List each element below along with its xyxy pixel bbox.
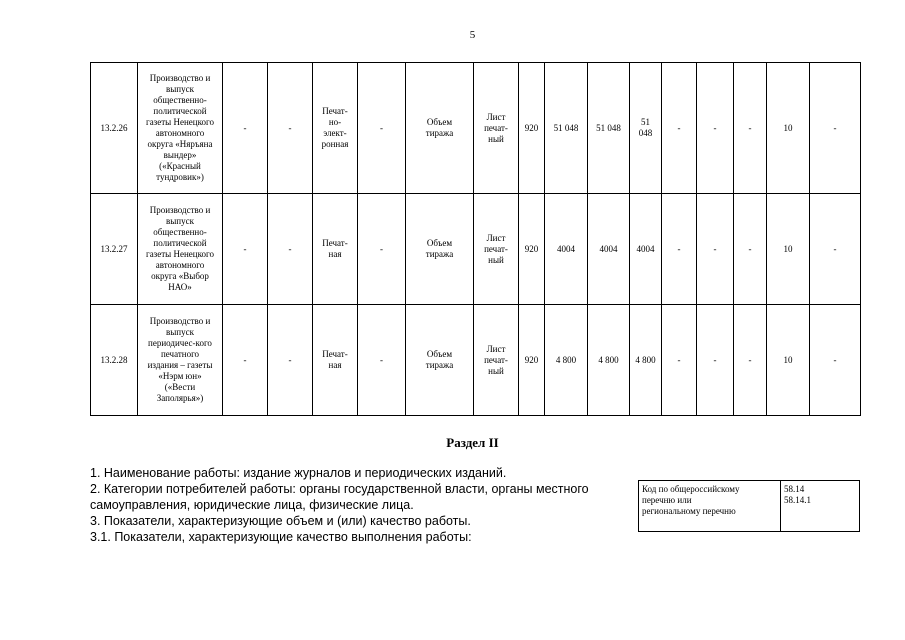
section-info bbox=[90, 465, 630, 545]
value-cell: 4004 bbox=[545, 194, 588, 305]
table-row bbox=[91, 63, 861, 194]
value-cell: 4004 bbox=[630, 194, 662, 305]
value-cell: 4 800 bbox=[588, 305, 630, 416]
unit-cell: Лист печат- ный bbox=[474, 63, 519, 194]
info-line-consumers: 2. Категории потребителей работы: органы государственной власти, органы местного самоуправления, юридические лица, физические лица. bbox=[90, 482, 589, 512]
percent-cell: 10 bbox=[767, 194, 810, 305]
cell-dash: - bbox=[697, 63, 734, 194]
value-cell: 4004 bbox=[588, 194, 630, 305]
registry-code-box bbox=[638, 480, 860, 532]
info-line-quality: 3.1. Показатели, характеризующие качество выполнения работы: bbox=[90, 530, 472, 544]
indicator-cell: Объем тиража bbox=[406, 63, 474, 194]
cell-dash: - bbox=[662, 305, 697, 416]
work-name: Производство и выпуск общественно- политической газеты Ненецкого автономного округа «Няръяна вындер» («Красный тундровик») bbox=[138, 63, 223, 194]
cell-dash: - bbox=[223, 305, 268, 416]
cell-dash: - bbox=[268, 194, 313, 305]
form-cell: Печат- ная bbox=[313, 305, 358, 416]
services-table bbox=[90, 62, 861, 416]
value-cell: 4 800 bbox=[630, 305, 662, 416]
cell-dash: - bbox=[358, 194, 406, 305]
cell-dash: - bbox=[223, 63, 268, 194]
table-row bbox=[91, 194, 861, 305]
form-cell: Печат- но- элект- ронная bbox=[313, 63, 358, 194]
cell-dash: - bbox=[734, 305, 767, 416]
okei-cell: 920 bbox=[519, 305, 545, 416]
cell-dash: - bbox=[358, 305, 406, 416]
table-row bbox=[91, 305, 861, 416]
percent-cell: 10 bbox=[767, 305, 810, 416]
cell-dash: - bbox=[662, 194, 697, 305]
value-cell: 51 048 bbox=[545, 63, 588, 194]
value-cell: 4 800 bbox=[545, 305, 588, 416]
indicator-cell: Объем тиража bbox=[406, 305, 474, 416]
indicator-cell: Объем тиража bbox=[406, 194, 474, 305]
cell-dash: - bbox=[268, 305, 313, 416]
cell-dash: - bbox=[268, 63, 313, 194]
cell-dash: - bbox=[734, 194, 767, 305]
unit-cell: Лист печат- ный bbox=[474, 305, 519, 416]
okei-cell: 920 bbox=[519, 63, 545, 194]
form-cell: Печат- ная bbox=[313, 194, 358, 305]
work-name: Производство и выпуск периодичес-кого печатного издания – газеты «Нэрм юн» («Вести Заполярья») bbox=[138, 305, 223, 416]
code-value: 58.14 58.14.1 bbox=[781, 481, 860, 532]
cell-dash: - bbox=[810, 194, 861, 305]
cell-dash: - bbox=[697, 305, 734, 416]
work-name: Производство и выпуск общественно- политической газеты Ненецкого автономного округа «Выбор НАО» bbox=[138, 194, 223, 305]
unit-cell: Лист печат- ный bbox=[474, 194, 519, 305]
percent-cell: 10 bbox=[767, 63, 810, 194]
row-code: 13.2.28 bbox=[91, 305, 138, 416]
value-cell: 51 048 bbox=[588, 63, 630, 194]
row-code: 13.2.26 bbox=[91, 63, 138, 194]
cell-dash: - bbox=[810, 63, 861, 194]
value-cell: 51 048 bbox=[630, 63, 662, 194]
code-label: Код по общероссийскому перечню или региональному перечню bbox=[639, 481, 781, 532]
cell-dash: - bbox=[662, 63, 697, 194]
cell-dash: - bbox=[810, 305, 861, 416]
okei-cell: 920 bbox=[519, 194, 545, 305]
cell-dash: - bbox=[697, 194, 734, 305]
section-title: Раздел II bbox=[446, 435, 499, 450]
cell-dash: - bbox=[223, 194, 268, 305]
cell-dash: - bbox=[734, 63, 767, 194]
info-line-work-name: 1. Наименование работы: издание журналов и периодических изданий. bbox=[90, 466, 507, 480]
page-number: 5 bbox=[469, 29, 476, 41]
row-code: 13.2.27 bbox=[91, 194, 138, 305]
cell-dash: - bbox=[358, 63, 406, 194]
info-line-indicators: 3. Показатели, характеризующие объем и (или) качество работы. bbox=[90, 514, 471, 528]
